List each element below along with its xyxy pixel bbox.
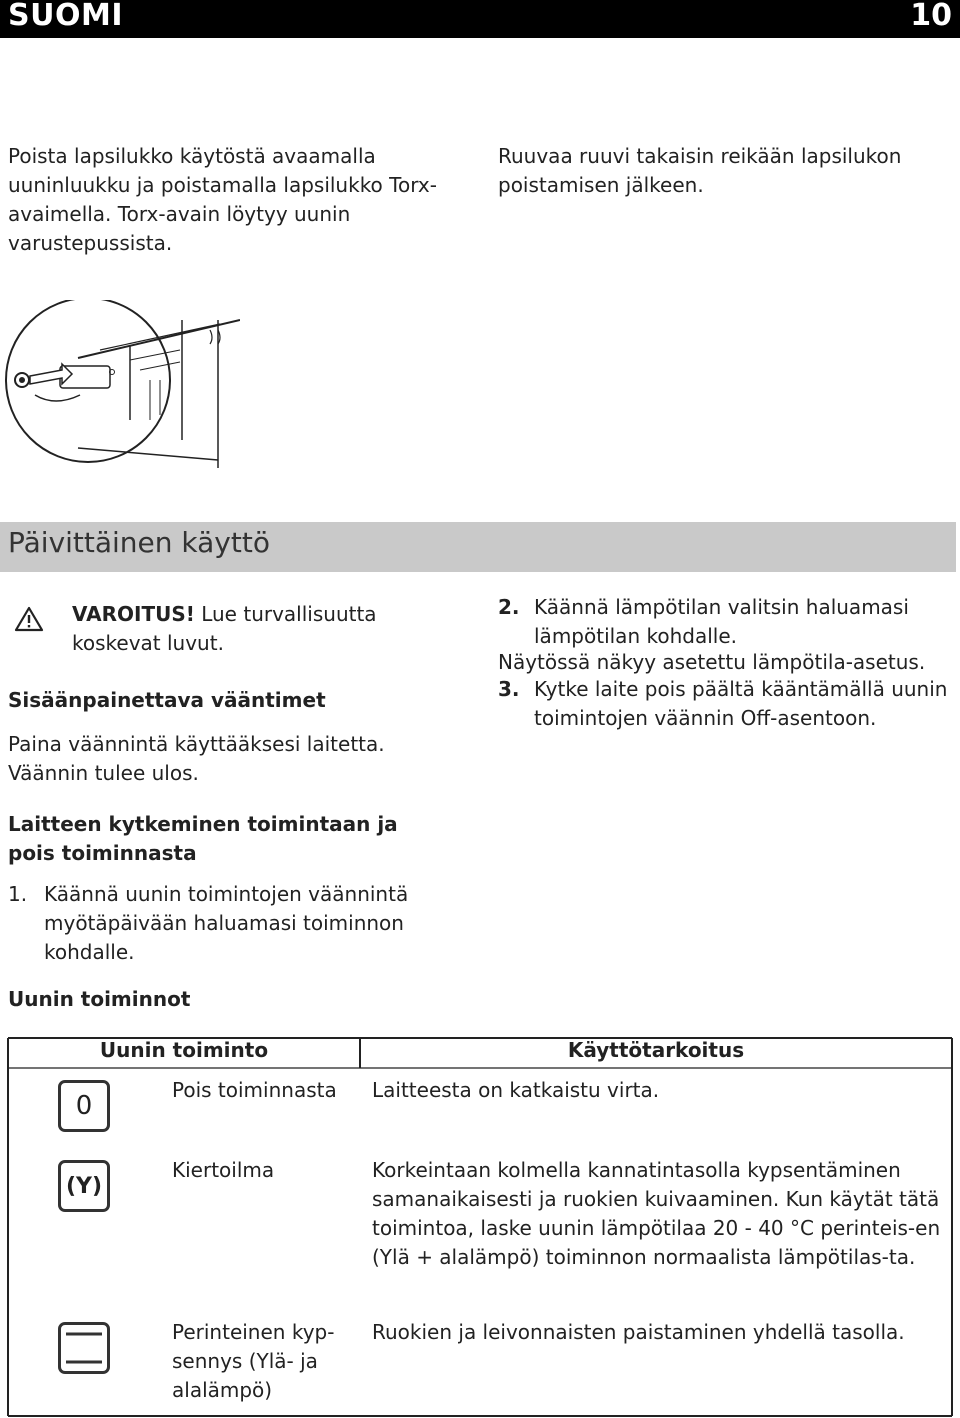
- step-3-number: 3.: [498, 677, 520, 701]
- warning-text: Lue turvallisuutta koskevat luvut.: [72, 602, 377, 655]
- step-3-text: Kytke laite pois päältä kääntämällä uunin toimintojen väännin Off-asentoon.: [534, 677, 948, 730]
- warning-label: VAROITUS!: [72, 602, 195, 626]
- step-1-text: Käännä uunin toimintojen väännintä myötäpäivään haluamasi toiminnon kohdalle.: [44, 882, 409, 964]
- row-2-function: Kiertoilma: [172, 1158, 275, 1182]
- push-knobs-text: Paina väännintä käyttääksesi laitetta. Väännin tulee ulos.: [8, 732, 385, 785]
- top-bottom-heat-icon-svg: [64, 1328, 104, 1368]
- section-title: Päivittäinen käyttö: [8, 526, 270, 559]
- fan-icon-symbol: (Y): [65, 1173, 103, 1199]
- warning-block: [72, 600, 432, 658]
- row-3-purpose: Ruokien ja leivonnaisten paistaminen yhdellä tasolla.: [372, 1320, 905, 1344]
- switch-heading: Laitteen kytkeminen toimintaan ja pois toiminnasta: [8, 812, 398, 865]
- child-lock-illustration: [0, 300, 240, 480]
- page-number: 10: [910, 0, 952, 33]
- col-header-function: Uunin toiminto: [99, 1038, 269, 1062]
- push-knobs-heading: Sisäänpainettava vääntimet: [8, 688, 326, 712]
- step-2-text: Käännä lämpötilan valitsin haluamasi lämpötilan kohdalle.: [534, 595, 909, 648]
- off-icon-symbol: 0: [75, 1091, 93, 1121]
- intro-right-text: Ruuvaa ruuvi takaisin reikään lapsilukon poistamisen jälkeen.: [498, 144, 902, 197]
- intro-left-text: Poista lapsilukko käytöstä avaamalla uuninluukku ja poistamalla lapsilukko Torx-avaimella. Torx-avain löytyy uunin varustepussista.: [8, 144, 437, 255]
- row-1-purpose: Laitteesta on katkaistu virta.: [372, 1078, 660, 1102]
- fan-icon: [58, 1160, 110, 1212]
- row-2-purpose: Korkeintaan kolmella kannatintasolla kypsentäminen samanaikaisesti ja ruokien kuivaaminen. Kun käytät tätä toimintoa, laske uunin lämpötilaa 20 - 40 °C perinteis-en (Ylä + alalämpö) toiminnon normaalista lämpötilas-ta.: [372, 1158, 941, 1269]
- functions-heading: Uunin toiminnot: [8, 987, 191, 1011]
- row-1-function: Pois toiminnasta: [172, 1078, 337, 1102]
- page-header: [0, 0, 960, 38]
- step-1-number: 1.: [8, 882, 28, 906]
- step-2-note: Näytössä näkyy asetettu lämpötila-asetus.: [498, 650, 926, 674]
- language-label: SUOMI: [8, 0, 123, 33]
- warning-icon: [14, 606, 44, 632]
- step-2-number: 2.: [498, 595, 520, 619]
- row-3-function: Perinteinen kyp-sennys (Ylä- ja alalämpö): [172, 1320, 335, 1402]
- off-icon: [58, 1080, 110, 1132]
- top-bottom-heat-icon: [58, 1322, 110, 1374]
- col-header-purpose: Käyttötarkoitus: [567, 1038, 745, 1062]
